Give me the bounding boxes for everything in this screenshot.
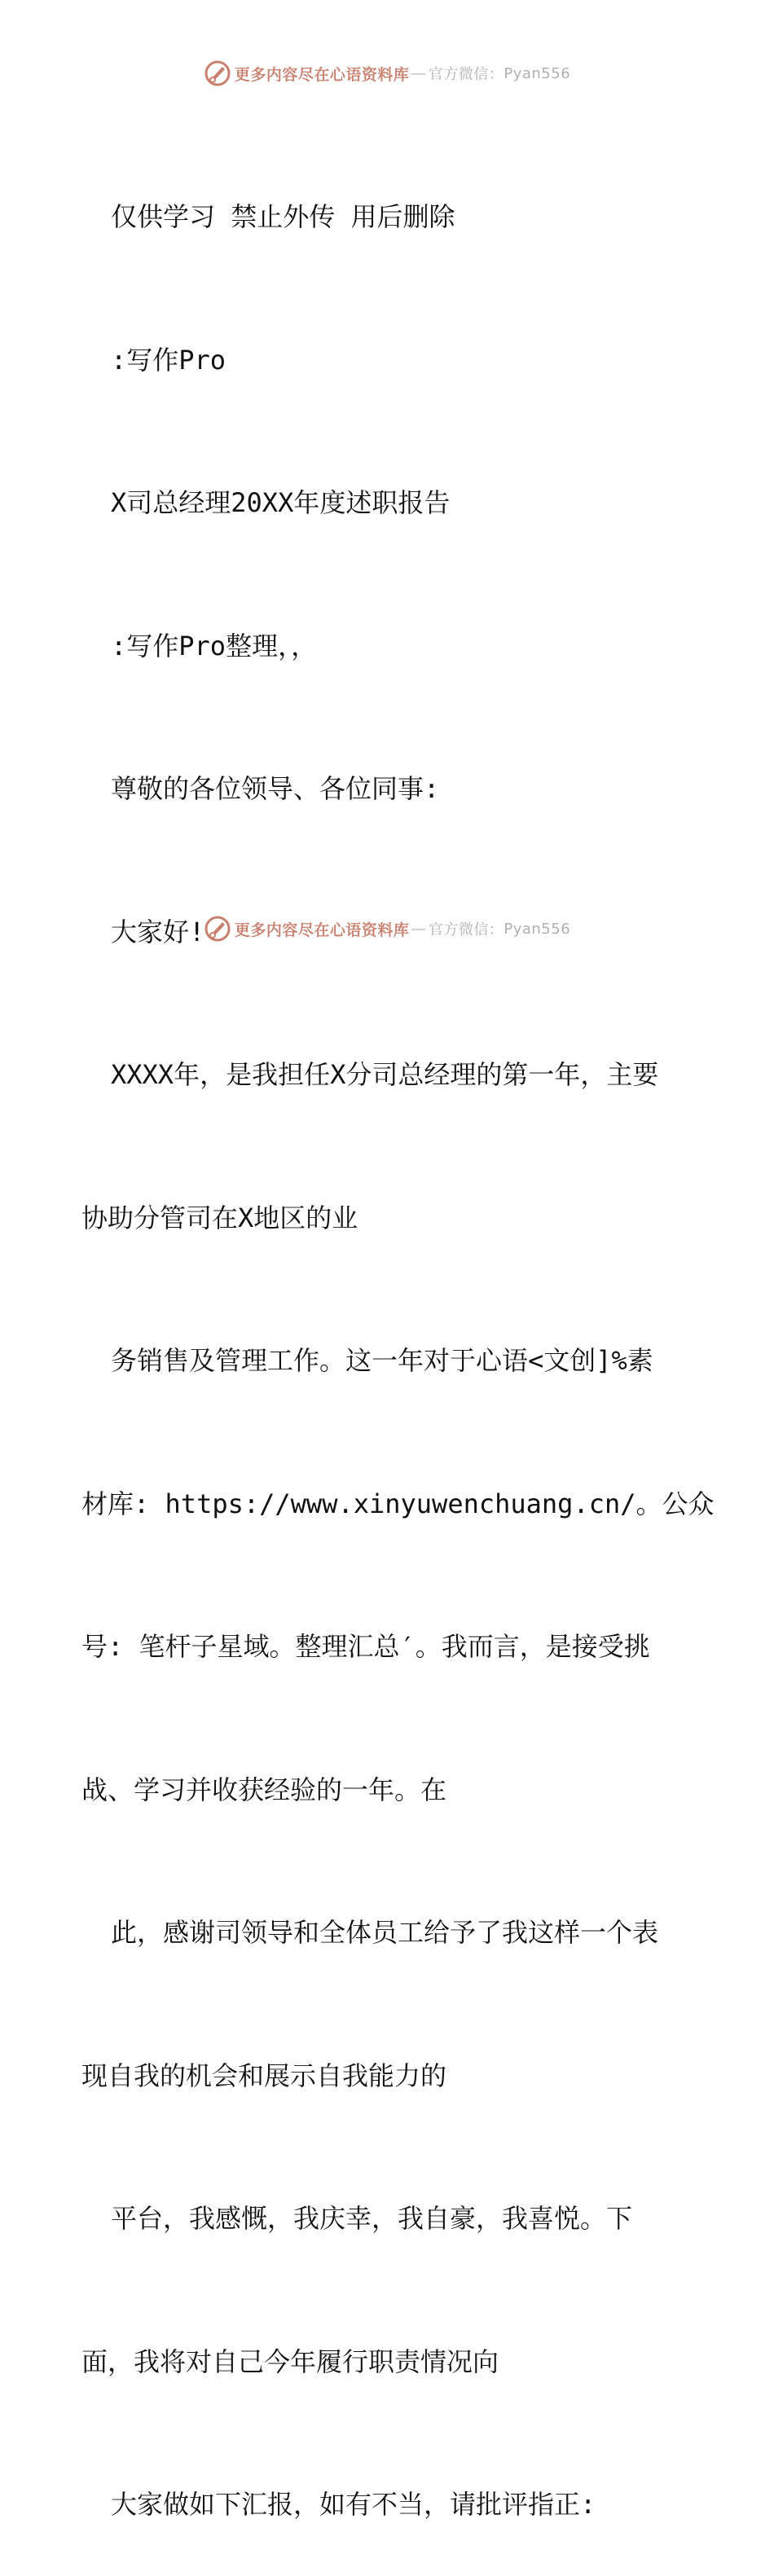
footer-watermark-banner xyxy=(0,912,774,945)
brush-logo-icon xyxy=(204,59,231,87)
notice-line: 仅供学习 禁止外传 用后删除 xyxy=(111,201,455,232)
banner-main-text: 更多内容尽在心语资料库 xyxy=(234,65,410,84)
document-title: X司总经理20XX年度述职报告 xyxy=(111,487,451,518)
banner-wechat-label: 官方微信： xyxy=(428,66,504,83)
paragraph-line: 号: 笔杆子星域。整理汇总′。我而言，是接受挑 xyxy=(81,1631,650,1662)
banner-main-text: 更多内容尽在心语资料库 xyxy=(234,921,410,939)
greeting: 大家好! xyxy=(111,916,205,947)
brush-logo-icon xyxy=(204,915,231,943)
paragraph-line: 面，我将对自己今年履行职责情况向 xyxy=(81,2345,499,2377)
banner-wechat-label: 官方微信： xyxy=(428,921,504,939)
paragraph-line: 此，感谢司领导和全体员工给予了我这样一个表 xyxy=(111,1917,659,1948)
header-watermark-banner xyxy=(0,57,774,90)
paragraph-line: 战、学习并收获经验的一年。在 xyxy=(81,1774,447,1805)
paragraph-line: 协助分管司在X地区的业 xyxy=(81,1202,358,1233)
document-body xyxy=(81,98,715,2576)
paragraph-line: 务销售及管理工作。这一年对于心语<文创]%素 xyxy=(111,1345,653,1376)
paragraph-line: 现自我的机会和展示自我能力的 xyxy=(81,2059,447,2091)
paragraph-line: 大家做如下汇报，如有不当，请批评指正: xyxy=(111,2489,596,2520)
editor-line: :写作Pro整理，， xyxy=(111,630,318,662)
salutation: 尊敬的各位领导、各位同事: xyxy=(111,773,440,804)
banner-wechat-id: Pyan556 xyxy=(504,920,571,938)
banner-separator: — xyxy=(411,920,427,938)
paragraph-line: 平台，我感慨，我庆幸，我自豪，我喜悦。下 xyxy=(111,2203,633,2234)
banner-wechat-id: Pyan556 xyxy=(504,64,571,82)
paragraph-line: XXXX年，是我担任X分司总经理的第一年，主要 xyxy=(111,1059,659,1090)
source-line: :写作Pro xyxy=(111,344,226,376)
banner-separator: — xyxy=(411,64,427,82)
paragraph-line: 材库: https://www.xinyuwenchuang.cn/。公众 xyxy=(81,1488,715,1519)
